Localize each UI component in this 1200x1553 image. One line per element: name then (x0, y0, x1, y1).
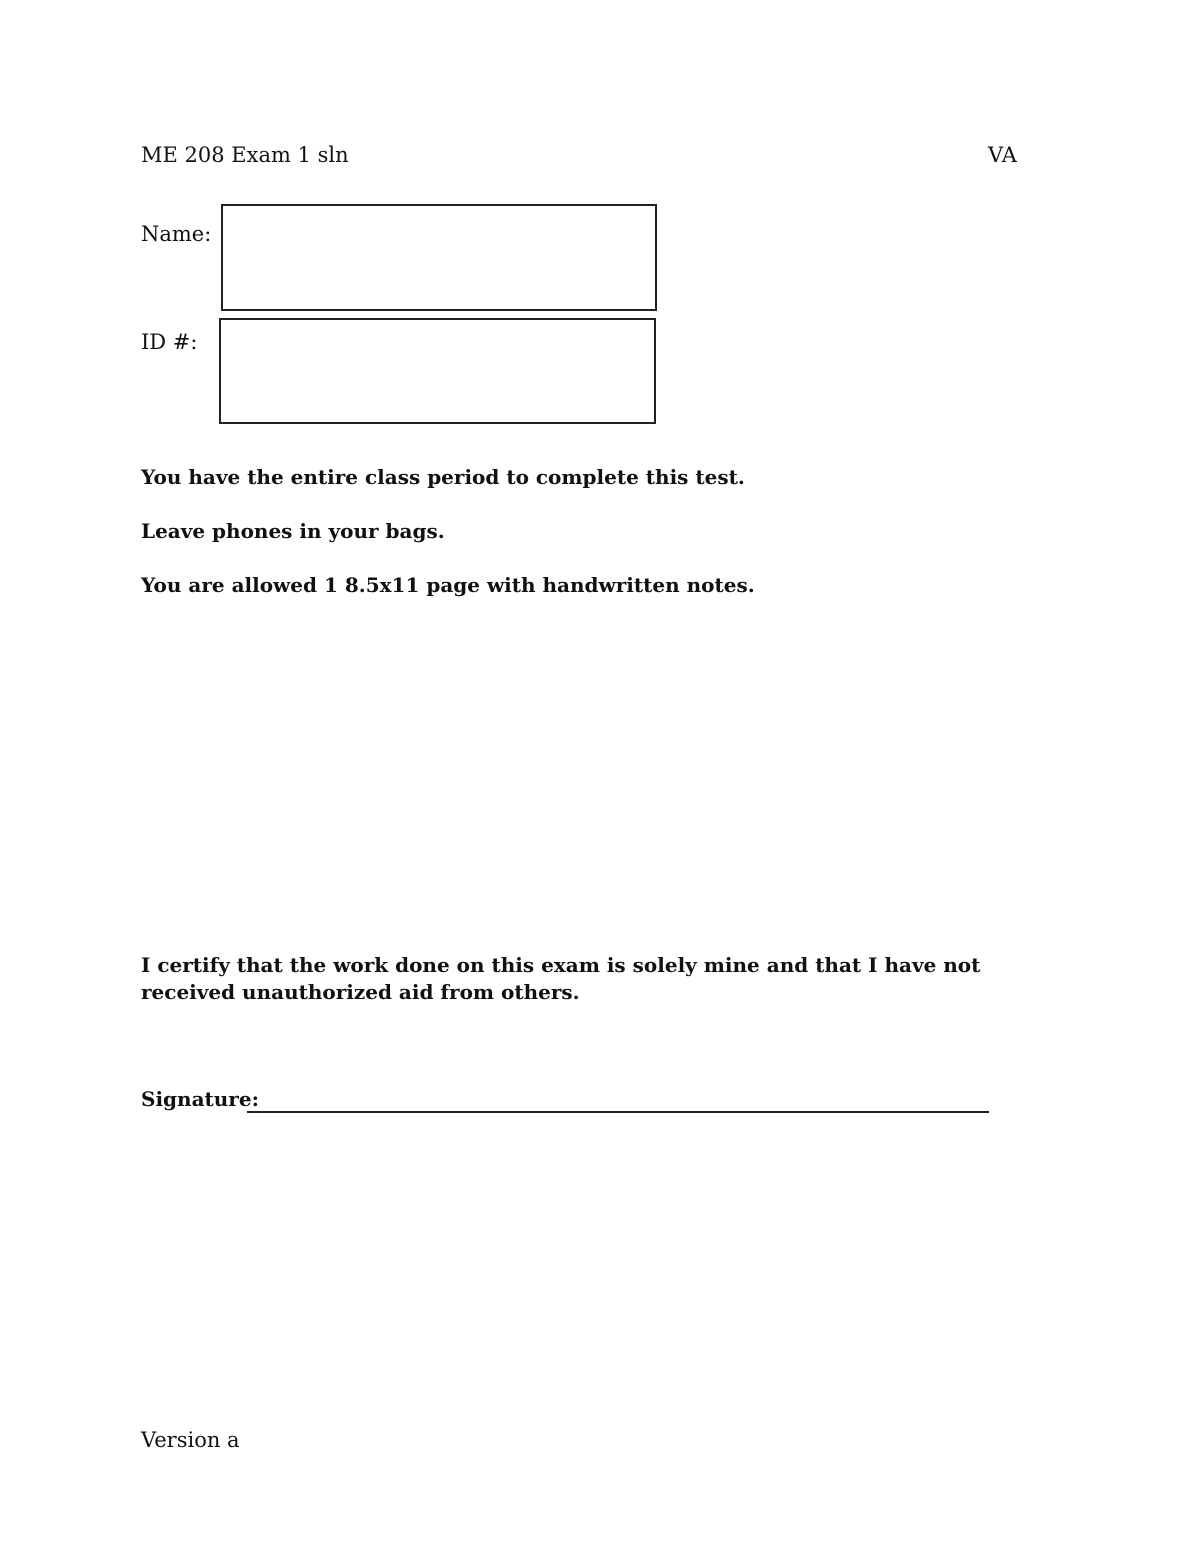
name-field[interactable] (221, 204, 657, 311)
instruction-time: You have the entire class period to complete this test. (141, 465, 745, 489)
signature-label: Signature: (141, 1087, 259, 1111)
instruction-phones: Leave phones in your bags. (141, 519, 445, 543)
instruction-notes: You are allowed 1 8.5x11 page with handwritten notes. (141, 573, 755, 597)
footer-version: Version a (141, 1428, 240, 1452)
certification-statement: I certify that the work done on this exam is solely mine and that I have not received unauthorized aid from others. (141, 953, 981, 1004)
exam-title: ME 208 Exam 1 sln (141, 143, 349, 167)
name-label: Name: (141, 222, 212, 246)
signature-line[interactable] (247, 1111, 989, 1113)
id-label: ID #: (141, 330, 198, 354)
version-code: VA (988, 143, 1017, 167)
id-field[interactable] (219, 318, 656, 424)
